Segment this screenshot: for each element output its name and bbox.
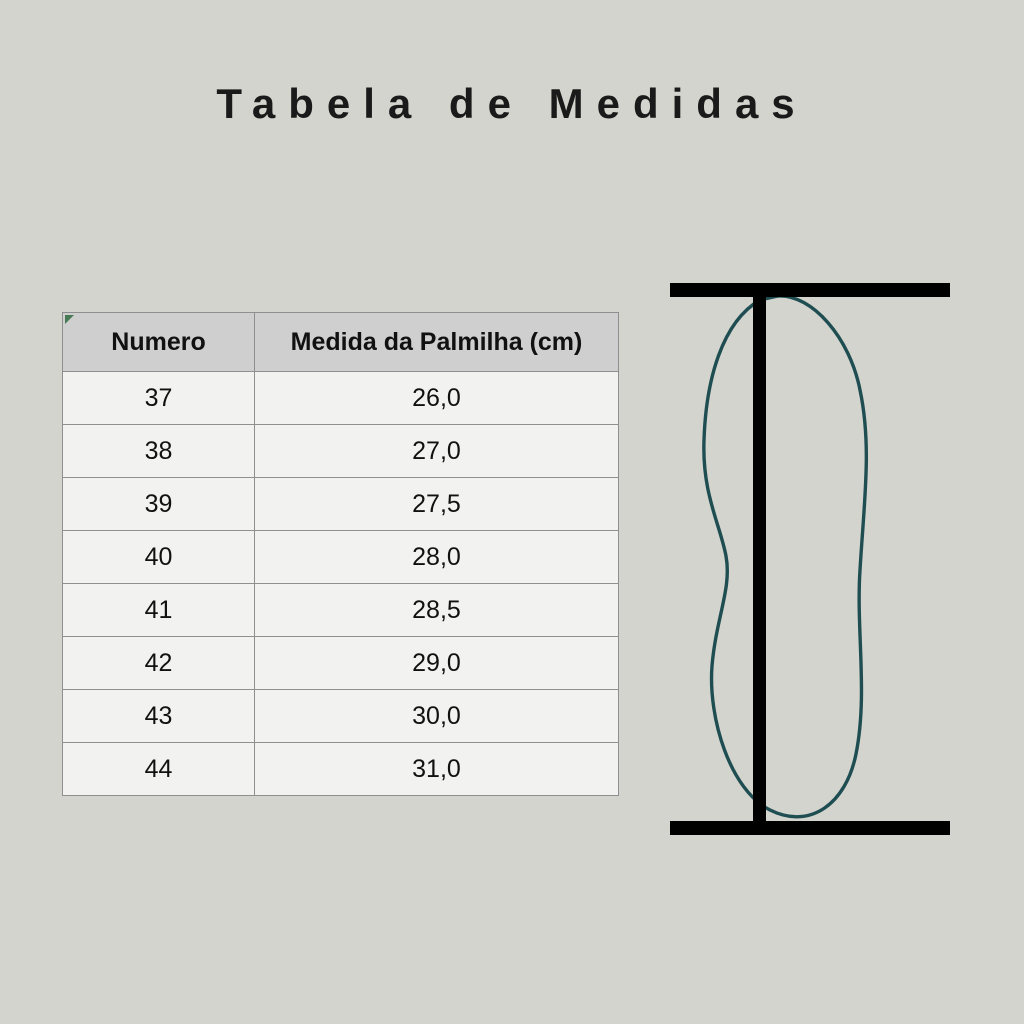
- table-row: [63, 584, 619, 637]
- cell-medida: 31,0: [255, 743, 619, 796]
- page-title: Tabela de Medidas: [216, 80, 808, 127]
- insole-diagram-svg: [660, 270, 960, 850]
- cell-numero: 44: [63, 743, 255, 796]
- insole-measure-illustration: [660, 270, 960, 850]
- cell-numero: 37: [63, 372, 255, 425]
- column-header-numero: Numero: [63, 313, 255, 372]
- table-row: [63, 425, 619, 478]
- table-row: [63, 478, 619, 531]
- cell-medida: 27,0: [255, 425, 619, 478]
- table-row: [63, 372, 619, 425]
- cell-medida: 26,0: [255, 372, 619, 425]
- insole-outline-path: [704, 296, 866, 817]
- table-row: [63, 637, 619, 690]
- cell-medida: 29,0: [255, 637, 619, 690]
- cell-numero: 40: [63, 531, 255, 584]
- table-row: [63, 531, 619, 584]
- cell-numero: 41: [63, 584, 255, 637]
- column-header-medida: Medida da Palmilha (cm): [255, 313, 619, 372]
- size-table-container: [62, 312, 618, 796]
- measure-cap-bottom: [670, 821, 950, 835]
- table-header-row: [63, 313, 619, 372]
- corner-marker-icon: [65, 315, 74, 324]
- cell-medida: 28,5: [255, 584, 619, 637]
- size-table: [62, 312, 619, 796]
- cell-medida: 30,0: [255, 690, 619, 743]
- cell-medida: 27,5: [255, 478, 619, 531]
- measure-cap-top: [670, 283, 950, 297]
- cell-medida: 28,0: [255, 531, 619, 584]
- cell-numero: 43: [63, 690, 255, 743]
- cell-numero: 38: [63, 425, 255, 478]
- cell-numero: 39: [63, 478, 255, 531]
- table-row: [63, 690, 619, 743]
- cell-numero: 42: [63, 637, 255, 690]
- table-row: [63, 743, 619, 796]
- measure-line-vertical: [753, 290, 766, 830]
